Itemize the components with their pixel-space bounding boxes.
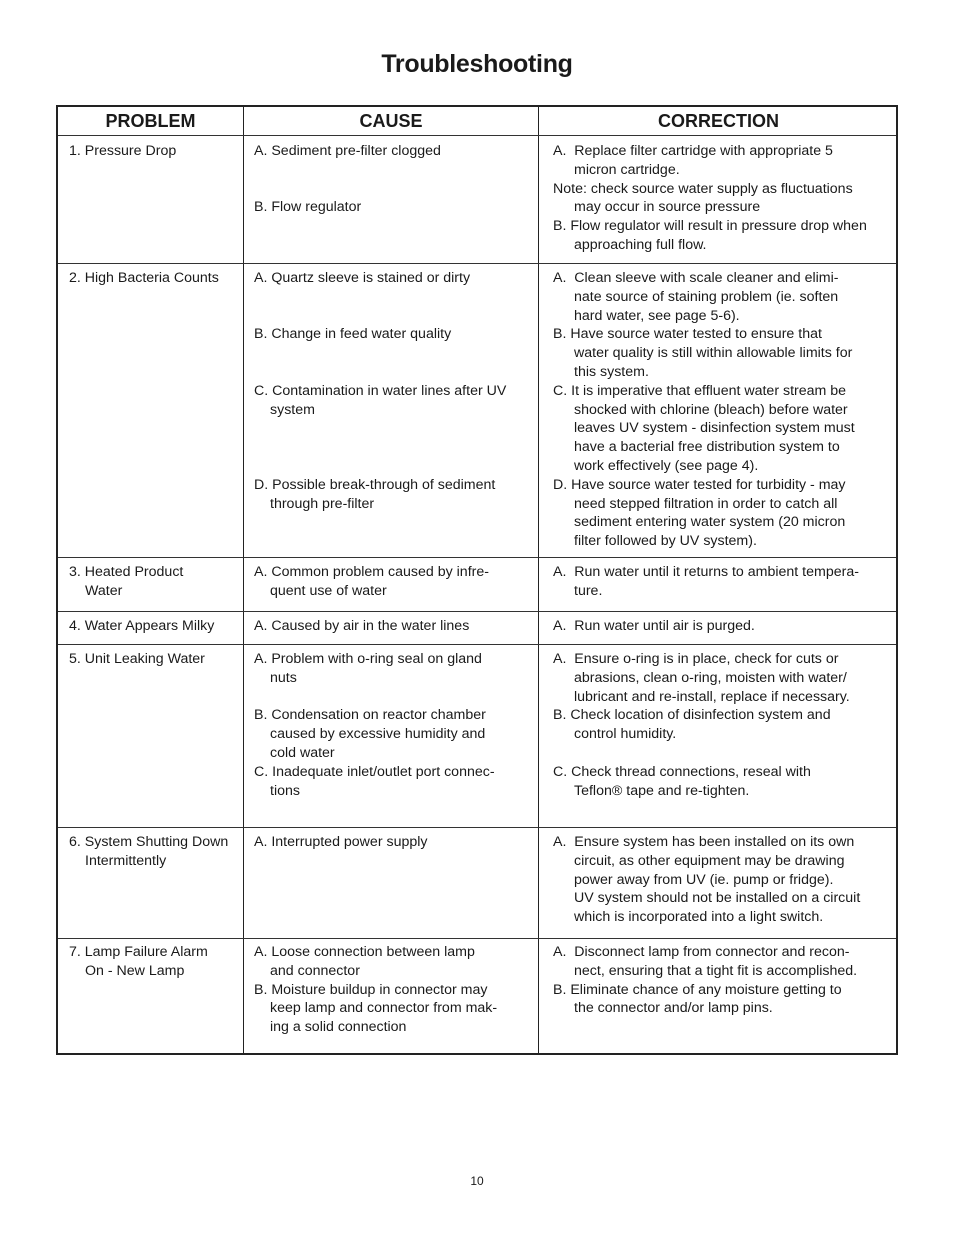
cause-text-line <box>254 180 536 199</box>
row-2-correction-cell <box>553 269 896 551</box>
cause-text-line <box>254 161 536 180</box>
cause-text-line <box>254 344 536 363</box>
row-4-correction-cell <box>553 617 896 636</box>
cause-text-line: A. Quartz sleeve is stained or dirty <box>254 270 471 286</box>
row-5-cause-cell <box>254 650 536 800</box>
cause-text-line: C. Contamination in water lines after UV <box>254 382 507 399</box>
cause-text-line <box>254 457 536 476</box>
correction-text-line: C. Check thread connections, reseal with <box>553 763 811 780</box>
row-divider <box>58 263 896 264</box>
cause-text-line <box>254 688 536 707</box>
problem-text-line: Water <box>85 582 123 599</box>
troubleshooting-table <box>56 105 898 1055</box>
header-problem: PROBLEM <box>105 111 196 131</box>
page-title: Troubleshooting <box>381 50 573 78</box>
problem-text-line: 6. System Shutting Down <box>69 834 229 850</box>
cause-text-line: nuts <box>270 669 297 686</box>
cause-text-line: tions <box>270 782 300 799</box>
problem-text-line: On - New Lamp <box>85 962 185 979</box>
correction-text-line: water quality is still within allowable limits for <box>574 345 853 362</box>
correction-text-line: abrasions, clean o-ring, moisten with water/ <box>574 669 847 686</box>
header-correction: CORRECTION <box>658 111 779 131</box>
correction-text-line: nate source of staining problem (ie. soften <box>574 288 839 305</box>
cause-text-line <box>254 288 536 307</box>
row-divider <box>58 611 896 612</box>
correction-text-line: A. Ensure system has been installed on its own <box>553 834 855 850</box>
header-cause: CAUSE <box>359 111 423 131</box>
row-3-problem-cell <box>69 563 241 601</box>
cause-text-line: cold water <box>270 744 335 761</box>
correction-text-line: have a bacterial free distribution system to <box>574 439 840 456</box>
cause-text-line: B. Moisture buildup in connector may <box>254 981 488 998</box>
cause-text-line <box>254 363 536 382</box>
correction-text-line: C. It is imperative that effluent water stream be <box>553 382 847 399</box>
problem-text-line: Intermittently <box>85 852 167 869</box>
cause-text-line: system <box>270 401 315 418</box>
cause-text-line: keep lamp and connector from mak- <box>270 1000 498 1017</box>
cause-text-line: A. Problem with o-ring seal on gland <box>254 651 482 667</box>
problem-text-line: 3. Heated Product <box>69 564 184 580</box>
correction-text-line: need stepped filtration in order to catch all <box>574 495 838 512</box>
correction-text-line: nect, ensuring that a tight fit is accomplished. <box>574 962 858 979</box>
row-7-cause-cell <box>254 943 536 1037</box>
correction-text-line: control humidity. <box>574 726 677 743</box>
correction-text-line: Note: check source water supply as fluctuations <box>553 180 853 197</box>
correction-text-line: circuit, as other equipment may be drawing <box>574 852 845 869</box>
cause-text-line <box>254 419 536 438</box>
row-divider <box>58 827 896 828</box>
row-3-cause-cell <box>254 563 536 601</box>
cause-text-line: A. Sediment pre-filter clogged <box>254 143 441 159</box>
correction-text-line: Teflon® tape and re-tighten. <box>574 782 750 799</box>
cause-text-line: caused by excessive humidity and <box>270 726 486 743</box>
problem-text-line: 7. Lamp Failure Alarm <box>69 944 208 960</box>
correction-text-line <box>553 744 896 763</box>
correction-text-line: approaching full flow. <box>574 236 707 253</box>
problem-text-line: 1. Pressure Drop <box>69 143 177 159</box>
correction-text-line: B. Check location of disinfection system and <box>553 707 831 724</box>
row-divider <box>58 938 896 939</box>
column-divider <box>538 107 539 1053</box>
row-1-problem-cell <box>69 142 241 161</box>
row-7-correction-cell <box>553 943 896 1018</box>
correction-text-line: A. Run water until air is purged. <box>553 618 755 634</box>
row-divider <box>58 644 896 645</box>
correction-text-line: hard water, see page 5-6). <box>574 307 740 324</box>
correction-text-line: D. Have source water tested for turbidity - may <box>553 476 846 493</box>
row-divider <box>58 557 896 558</box>
row-7-problem-cell <box>69 943 241 981</box>
page-number: 10 <box>470 1174 484 1188</box>
problem-text-line: 2. High Bacteria Counts <box>69 270 219 286</box>
correction-text-line: which is incorporated into a light switch. <box>574 909 824 926</box>
row-divider <box>58 135 896 136</box>
correction-text-line: may occur in source pressure <box>574 199 761 216</box>
cause-text-line <box>254 307 536 326</box>
correction-text-line: work effectively (see page 4). <box>574 457 759 474</box>
row-4-problem-cell <box>69 617 241 636</box>
column-divider <box>243 107 244 1053</box>
correction-text-line: this system. <box>574 363 649 380</box>
row-5-problem-cell <box>69 650 241 669</box>
cause-text-line: A. Loose connection between lamp <box>254 944 475 960</box>
row-3-correction-cell <box>553 563 896 601</box>
correction-text-line: A. Disconnect lamp from connector and recon- <box>553 944 850 960</box>
cause-text-line: quent use of water <box>270 582 387 599</box>
cause-text-line: B. Flow regulator <box>254 199 362 216</box>
correction-text-line: B. Flow regulator will result in pressure drop when <box>553 218 867 235</box>
correction-text-line: filter followed by UV system). <box>574 533 757 550</box>
row-1-correction-cell <box>553 142 896 255</box>
cause-text-line: B. Change in feed water quality <box>254 326 452 343</box>
correction-text-line: ture. <box>574 582 603 599</box>
correction-text-line: the connector and/or lamp pins. <box>574 1000 773 1017</box>
correction-text-line: A. Clean sleeve with scale cleaner and elimi- <box>553 270 839 286</box>
cause-text-line: and connector <box>270 962 360 979</box>
row-2-problem-cell <box>69 269 241 288</box>
cause-text-line: ing a solid connection <box>270 1019 407 1036</box>
row-1-cause-cell <box>254 142 536 217</box>
row-6-correction-cell <box>553 833 896 927</box>
row-6-problem-cell <box>69 833 241 871</box>
correction-text-line: shocked with chlorine (bleach) before water <box>574 401 848 418</box>
correction-text-line: A. Ensure o-ring is in place, check for cuts or <box>553 651 839 667</box>
cause-text-line: B. Condensation on reactor chamber <box>254 707 486 724</box>
correction-text-line: micron cartridge. <box>574 161 680 178</box>
cause-text-line: A. Common problem caused by infre- <box>254 564 489 580</box>
cause-text-line: A. Interrupted power supply <box>254 834 428 850</box>
cause-text-line: A. Caused by air in the water lines <box>254 618 470 634</box>
row-6-cause-cell <box>254 833 536 852</box>
cause-text-line: C. Inadequate inlet/outlet port connec- <box>254 763 495 780</box>
problem-text-line: 5. Unit Leaking Water <box>69 651 205 667</box>
correction-text-line: B. Eliminate chance of any moisture getting to <box>553 981 842 998</box>
cause-text-line: through pre-filter <box>270 495 375 512</box>
correction-text-line: B. Have source water tested to ensure that <box>553 326 822 343</box>
cause-text-line: D. Possible break-through of sediment <box>254 476 496 493</box>
correction-text-line: lubricant and re-install, replace if necessary. <box>574 688 850 705</box>
row-5-correction-cell <box>553 650 896 800</box>
correction-text-line: A. Run water until it returns to ambient tempera- <box>553 564 859 580</box>
correction-text-line: power away from UV (ie. pump or fridge). <box>574 871 834 888</box>
correction-text-line: UV system should not be installed on a circuit <box>574 890 861 907</box>
problem-text-line: 4. Water Appears Milky <box>69 618 215 634</box>
cause-text-line <box>254 438 536 457</box>
row-2-cause-cell <box>254 269 536 513</box>
row-4-cause-cell <box>254 617 536 636</box>
correction-text-line: sediment entering water system (20 micron <box>574 514 846 531</box>
correction-text-line: leaves UV system - disinfection system must <box>574 420 855 437</box>
correction-text-line: A. Replace filter cartridge with appropriate 5 <box>553 143 833 159</box>
